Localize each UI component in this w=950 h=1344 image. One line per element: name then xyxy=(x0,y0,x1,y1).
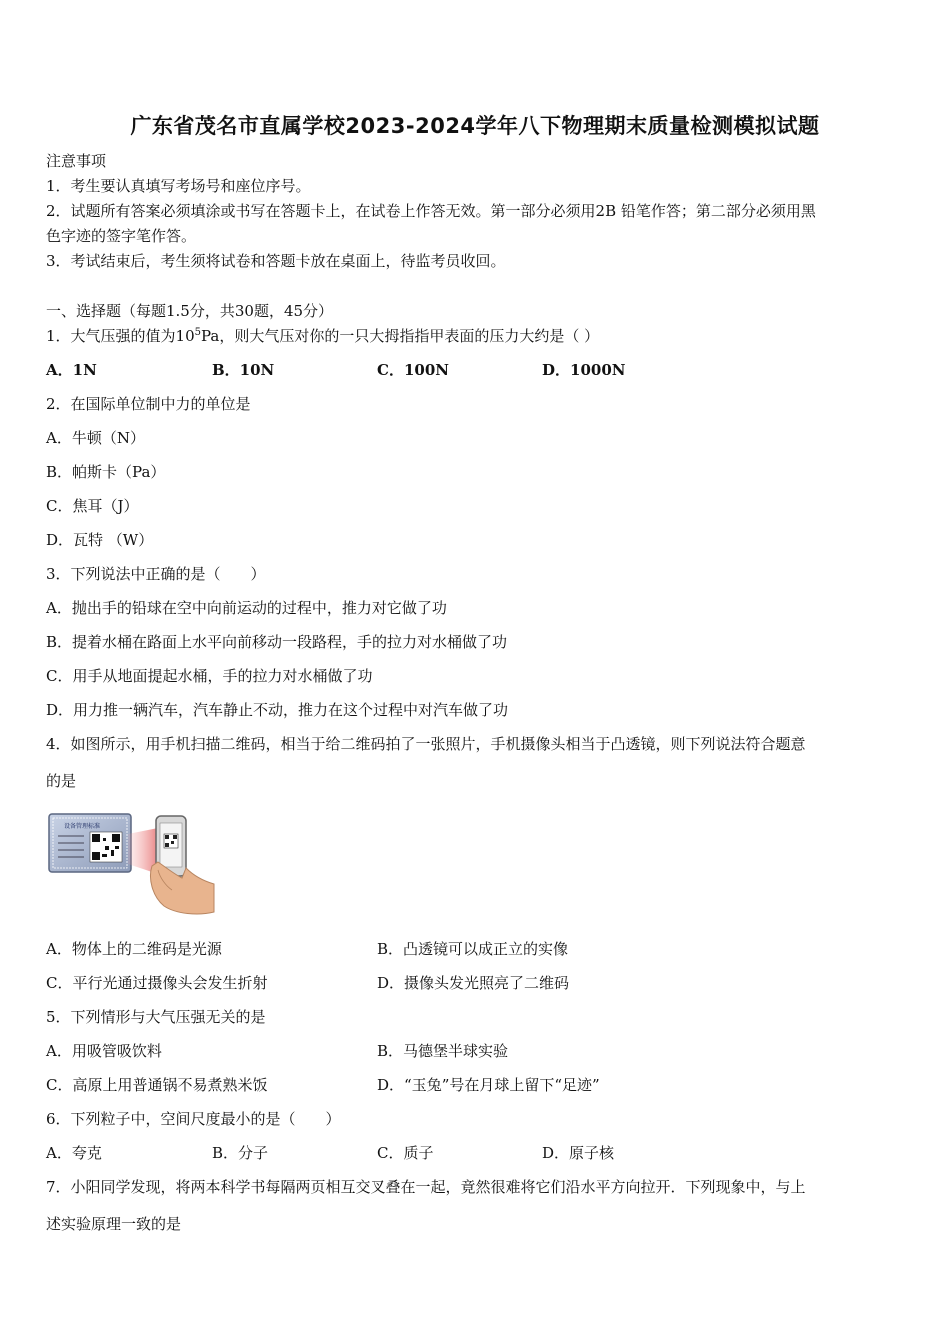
q3-option-a: A．抛出手的铅球在空中向前运动的过程中，推力对它做了功 xyxy=(46,599,447,617)
q2-option-d: D．瓦特 （W） xyxy=(46,531,154,549)
notice-heading: 注意事项 xyxy=(46,152,107,170)
q5-stem: 5．下列情形与大气压强无关的是 xyxy=(46,1008,266,1026)
q5-option-a: A．用吸管吸饮料 xyxy=(46,1042,162,1060)
q6-stem: 6．下列粒子中，空间尺度最小的是（ ） xyxy=(46,1110,341,1128)
phone-scanning-qr-illustration xyxy=(48,808,218,918)
q2-option-b: B．帕斯卡（Pa） xyxy=(46,463,166,481)
q1-exponent: 5 xyxy=(194,327,202,338)
q6-option-d: D．原子核 xyxy=(542,1144,615,1162)
q2-option-c: C．焦耳（J） xyxy=(46,497,139,515)
card-title: 设备管理标准 xyxy=(64,823,101,830)
q3-stem: 3．下列说法中正确的是（ ） xyxy=(46,565,266,583)
q3-option-c: C．用手从地面提起水桶，手的拉力对水桶做了功 xyxy=(46,667,373,685)
q1-stem-pre: 1．大气压强的值为10 xyxy=(46,327,195,345)
q6-option-b: B．分子 xyxy=(212,1144,269,1162)
q4-stem-cont: 的是 xyxy=(46,772,77,790)
q3-option-d: D．用力推一辆汽车，汽车静止不动，推力在这个过程中对汽车做了功 xyxy=(46,701,509,719)
q1-option-b: B．10N xyxy=(212,361,275,379)
q6-option-c: C．质子 xyxy=(377,1144,434,1162)
q2-option-a: A．牛顿（N） xyxy=(46,429,145,447)
q7-stem-cont: 述实验原理一致的是 xyxy=(46,1215,182,1233)
q5-option-b: B．马德堡半球实验 xyxy=(377,1042,509,1060)
page-title: 广东省茂名市直属学校2023-2024学年八下物理期末质量检测模拟试题 xyxy=(130,114,820,138)
notice-item-1: 1．考生要认真填写考场号和座位序号。 xyxy=(46,177,311,195)
notice-item-3: 3．考试结束后，考生须将试卷和答题卡放在桌面上，待监考员收回。 xyxy=(46,252,506,270)
q4-option-d: D．摄像头发光照亮了二维码 xyxy=(377,974,570,992)
q5-option-d: D．“玉兔”号在月球上留下“足迹” xyxy=(377,1076,600,1094)
q4-option-c: C．平行光通过摄像头会发生折射 xyxy=(46,974,268,992)
section-heading: 一、选择题（每题1.5分，共30题，45分） xyxy=(46,302,334,320)
q4-option-b: B．凸透镜可以成正立的实像 xyxy=(377,940,569,958)
q1-stem xyxy=(46,326,599,346)
q4-option-a: A．物体上的二维码是光源 xyxy=(46,940,222,958)
q1-option-a: A．1N xyxy=(46,361,97,379)
q3-option-b: B．提着水桶在路面上水平向前移动一段路程，手的拉力对水桶做了功 xyxy=(46,633,508,651)
q6-option-a: A．夸克 xyxy=(46,1144,102,1162)
q5-option-c: C．高原上用普通锅不易煮熟米饭 xyxy=(46,1076,268,1094)
notice-item-2-cont: 色字迹的签字笔作答。 xyxy=(46,227,197,245)
q1-stem-post: Pa，则大气压对你的一只大拇指指甲表面的压力大约是（ ） xyxy=(201,327,600,345)
q1-option-d: D．1000N xyxy=(542,361,626,379)
notice-item-2: 2．试题所有答案必须填涂或书写在答题卡上，在试卷上作答无效。第一部分必须用2B 铅笔作答；第二部分必须用黑 xyxy=(46,202,816,220)
q1-option-c: C．100N xyxy=(377,361,449,379)
q7-stem: 7．小阳同学发现，将两本科学书每隔两页相互交叉叠在一起，竟然很难将它们沿水平方向拉开．下列现象中，与上 xyxy=(46,1178,806,1196)
q2-stem: 2．在国际单位制中力的单位是 xyxy=(46,395,251,413)
q4-stem: 4．如图所示，用手机扫描二维码，相当于给二维码拍了一张照片，手机摄像头相当于凸透镜，则下列说法符合题意 xyxy=(46,735,806,753)
qr-scan-figure xyxy=(48,808,218,918)
